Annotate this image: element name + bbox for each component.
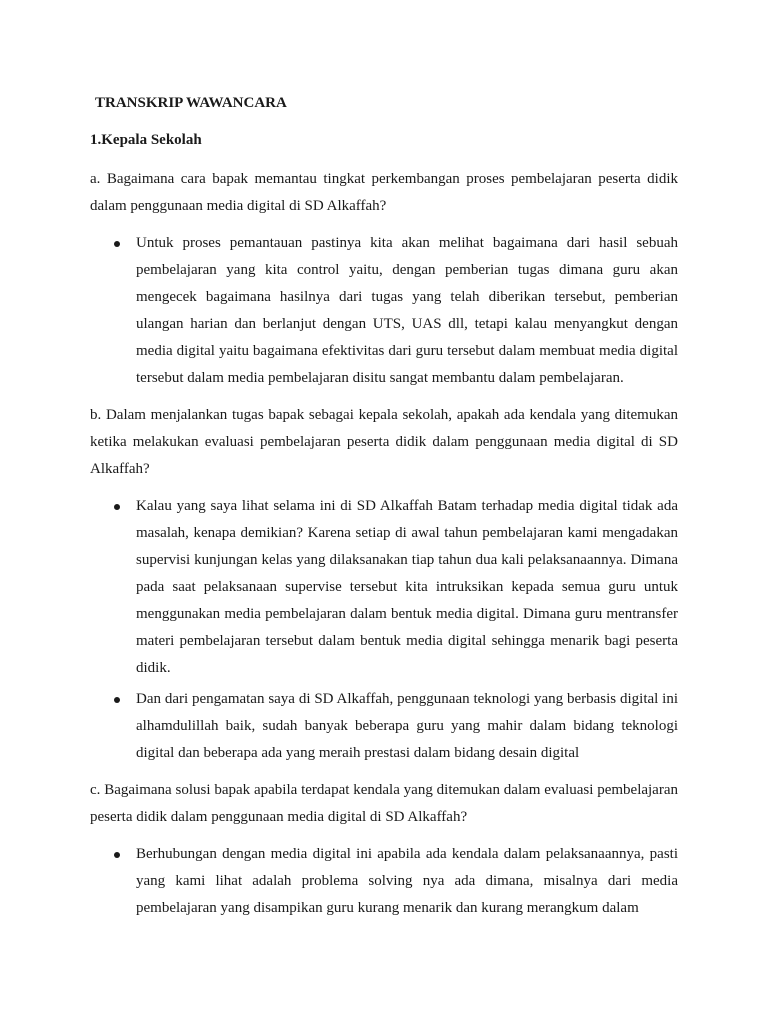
answer-item	[90, 686, 678, 767]
question-c: c. Bagaimana solusi bapak apabila terdapat kendala yang ditemukan dalam evaluasi pembelajaran peserta didik dalam penggunaan media digital di SD Alkaffah?	[90, 782, 678, 825]
answer-list-a	[90, 230, 678, 392]
document-content	[90, 92, 678, 926]
answer-text: Dan dari pengamatan saya di SD Alkaffah, penggunaan teknologi yang berbasis digital ini alhamdulillah baik, sudah banyak beberapa guru yang mahir dalam bidang teknologi digital dan beberapa ada yang meraih prestasi dalam bidang desain digital	[136, 691, 678, 761]
answer-item	[90, 841, 678, 922]
bullet-icon	[114, 504, 120, 510]
bullet-icon	[114, 852, 120, 858]
answer-list-b	[90, 493, 678, 767]
answer-text: Kalau yang saya lihat selama ini di SD Alkaffah Batam terhadap media digital tidak ada masalah, kenapa demikian? Karena setiap di awal tahun pembelajaran kami mengadakan supervisi kunjungan kelas yang dilaksanakan tiap tahun dua kali pelaksanaannya. Dimana pada saat pelaksanaan supervise tersebut kita intruksikan kepada semua guru untuk menggunakan media pembelajaran dalam bentuk media digital. Dimana guru mentransfer materi pembelajaran tersebut dalam bentuk media digital sehingga menarik bagi peserta didik.	[136, 498, 678, 676]
section-heading: 1.Kepala Sekolah	[90, 132, 202, 148]
answer-item	[90, 493, 678, 682]
question-a: a. Bagaimana cara bapak memantau tingkat perkembangan proses pembelajaran peserta didik dalam penggunaan media digital di SD Alkaffah?	[90, 171, 678, 214]
answer-list-c	[90, 841, 678, 922]
bullet-icon	[114, 241, 120, 247]
document-title: TRANSKRIP WAWANCARA	[95, 95, 287, 111]
bullet-icon	[114, 697, 120, 703]
answer-item	[90, 230, 678, 392]
answer-text: Untuk proses pemantauan pastinya kita akan melihat bagaimana dari hasil sebuah pembelajaran yang kita control yaitu, dengan pemberian tugas dimana guru akan mengecek bagaimana hasilnya dari tugas yang telah diberikan tersebut, pemberian ulangan harian dan berlanjut dengan UTS, UAS dll, tetapi kalau menyangkut dengan media digital yaitu bagaimana efektivitas dari guru tersebut dalam membuat media digital tersebut dalam media pembelajaran disitu sangat membantu dalam pembelajaran.	[136, 235, 678, 386]
answer-text: Berhubungan dengan media digital ini apabila ada kendala dalam pelaksanaannya, pasti yang kami lihat adalah problema solving nya ada dimana, misalnya dari media pembelajaran yang disampikan guru kurang menarik dan kurang merangkum dalam	[136, 846, 678, 916]
question-b: b. Dalam menjalankan tugas bapak sebagai kepala sekolah, apakah ada kendala yang ditemukan ketika melakukan evaluasi pembelajaran peserta didik dalam penggunaan media digital di SD Alkaffah?	[90, 407, 678, 477]
